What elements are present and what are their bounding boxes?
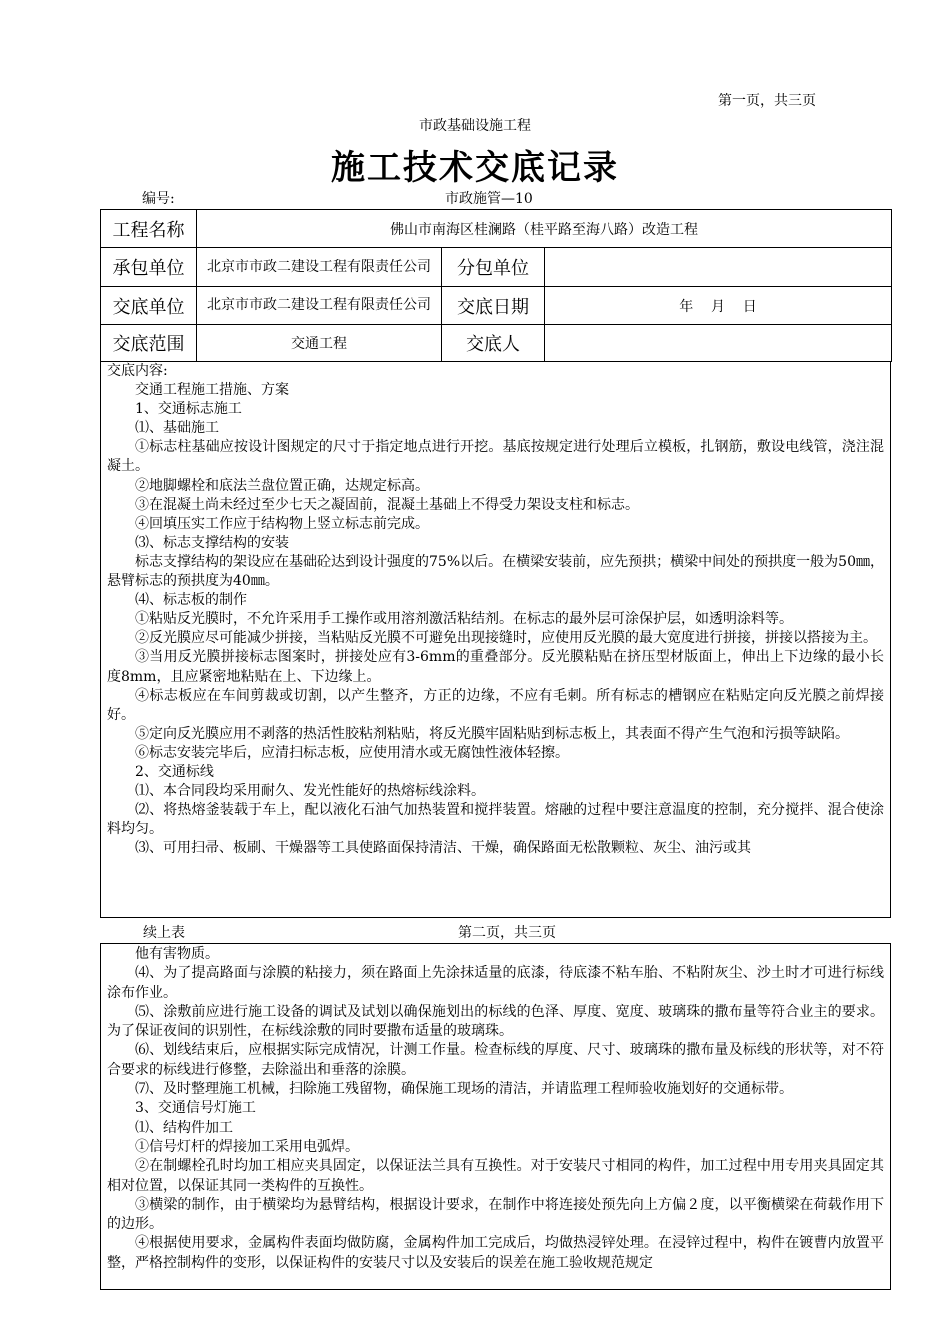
paragraph: ⑷、为了提高路面与涂膜的粘接力，须在路面上先涂抹适量的底漆，待底漆不粘车胎、不粘附灰尘、沙土时才可进行标线涂布作业。 xyxy=(107,965,884,1001)
paragraph: ②反光膜应尽可能减少拼接，当粘贴反光膜不可避免出现接缝时，应使用反光膜的最大宽度进行拼接，拼接以搭接为主。 xyxy=(135,630,877,647)
row-scope xyxy=(101,325,892,362)
contractor-label: 承包单位 xyxy=(101,248,197,287)
paragraph: ⑹、划线结束后，应根据实际完成情况，计测工作量。检查标线的厚度、尺寸、玻璃珠的撒布量及标线的形状等，对不符合要求的标线进行修整，去除溢出和垂落的涂膜。 xyxy=(107,1042,884,1078)
row-briefing-unit xyxy=(101,287,892,325)
briefing-content-page1 xyxy=(100,361,891,918)
paragraph: ④回填压实工作应于结构物上竖立标志前完成。 xyxy=(135,515,429,532)
paragraph: ③在混凝土尚未经过至少七天之凝固前，混凝土基础上不得受力架设支柱和标志。 xyxy=(135,496,639,513)
number-label: 编号: xyxy=(142,191,175,207)
subcontractor-value xyxy=(545,248,892,287)
document-subtitle: 市政基础设施工程 xyxy=(419,118,531,134)
paragraph: ⑶、标志支撑结构的安装 xyxy=(135,534,289,551)
number-value: 市政施管—10 xyxy=(445,191,533,207)
paragraph: 1、交通标志施工 xyxy=(135,401,242,418)
page2-note: 第二页，共三页 xyxy=(458,925,556,941)
briefing-unit-label: 交底单位 xyxy=(101,287,197,325)
paragraph: 2、交通标线 xyxy=(135,763,214,780)
scope-label: 交底范围 xyxy=(101,325,197,362)
page-number-note: 第一页，共三页 xyxy=(718,93,816,109)
paragraph: ④根据使用要求，金属构件表面均做防腐，金属构件加工完成后，均做热浸锌处理。在浸锌过程中，构件在镀曹内放置平整，严格控制构件的变形，以保证构件的安装尺寸以及安装后的误差在施工验收规范规定 xyxy=(107,1235,884,1271)
paragraph: ①标志柱基础应按设计图规定的尺寸于指定地点进行开挖。基底按规定进行处理后立模板，扎钢筋，敷设电线管，浇注混凝土。 xyxy=(107,439,884,475)
paragraph: ⑴、结构件加工 xyxy=(135,1119,233,1136)
paragraph: ⑥标志安装完毕后，应清扫标志板，应使用清水或无腐蚀性液体轻擦。 xyxy=(135,744,569,761)
paragraph: ④标志板应在车间剪裁或切割，以产生整齐，方正的边缘，不应有毛刺。所有标志的槽钢应在粘贴定向反光膜之前焊接好。 xyxy=(107,687,884,723)
briefing-date-value: 年 月 日 xyxy=(545,287,892,325)
row-project-name xyxy=(101,210,892,248)
subcontractor-label: 分包单位 xyxy=(442,248,545,287)
briefing-date-label: 交底日期 xyxy=(442,287,545,325)
info-table xyxy=(100,209,892,362)
paragraph: ⑴、基础施工 xyxy=(135,420,219,437)
paragraph: ③当用反光膜拼接标志图案时，拼接处应有3-6mm的重叠部分。反光膜粘贴在挤压型材版面上，伸出上下边缘的最小长度8mm，且应紧密地粘贴在上、下边缘上。 xyxy=(107,649,884,685)
paragraph: ①信号灯杆的焊接加工采用电弧焊。 xyxy=(135,1138,359,1155)
paragraph: ⑤定向反光膜应用不剥落的热活性胶粘剂粘贴，将反光膜牢固粘贴到标志板上，其表面不得产生气泡和污损等缺陷。 xyxy=(135,725,849,742)
content-label: 交底内容: xyxy=(107,363,168,379)
paragraph: ③横梁的制作，由于横梁均为悬臂结构，根据设计要求，在制作中将连接处预先向上方偏２度，以平衡横梁在荷载作用下的边形。 xyxy=(107,1196,884,1233)
contractor-value: 北京市市政二建设工程有限责任公司 xyxy=(197,248,442,287)
paragraph: 他有害物质。 xyxy=(135,946,219,962)
document-title: 施工技术交底记录 xyxy=(331,148,619,188)
project-name-label: 工程名称 xyxy=(101,210,197,248)
paragraph: 3、交通信号灯施工 xyxy=(135,1100,256,1117)
paragraph: ⑷、标志板的制作 xyxy=(135,592,247,609)
paragraph: ⑸、涂敷前应进行施工设备的调试及试划以确保施划出的标线的色泽、厚度、宽度、玻璃珠的撒布量等符合业主的要求。为了保证夜间的识别性，在标线涂敷的同时要撒布适量的玻璃珠。 xyxy=(107,1003,884,1040)
paragraph: ②地脚螺栓和底法兰盘位置正确，达规定标高。 xyxy=(135,477,429,494)
paragraph: 交通工程施工措施、方案 xyxy=(135,382,289,399)
continued-label: 续上表 xyxy=(143,925,185,941)
row-contractor xyxy=(101,248,892,287)
paragraph: ⑴、本合同段均采用耐久、发光性能好的热熔标线涂料。 xyxy=(135,783,485,800)
briefer-value xyxy=(545,325,892,362)
project-name-value: 佛山市南海区桂澜路（桂平路至海八路）改造工程 xyxy=(197,210,892,248)
briefer-label: 交底人 xyxy=(442,325,545,362)
briefing-unit-value: 北京市市政二建设工程有限责任公司 xyxy=(197,287,442,325)
paragraph: ②在制螺栓孔时均加工相应夹具固定，以保证法兰具有互换性。对于安装尺寸相同的构件，加工过程中用专用夹具固定其相对位置，以保证其同一类构件的互换性。 xyxy=(107,1158,884,1194)
scope-value: 交通工程 xyxy=(197,325,442,362)
briefing-content-page2 xyxy=(100,943,891,1290)
paragraph: ⑶、可用扫帚、板刷、干燥器等工具使路面保持清洁、干燥，确保路面无松散颗粒、灰尘、油污或其 xyxy=(135,840,751,857)
paragraph: ①粘贴反光膜时，不允许采用手工操作或用溶剂激活粘结剂。在标志的最外层可涂保护层，如透明涂料等。 xyxy=(135,611,793,628)
paragraph: ⑺、及时整理施工机械，扫除施工残留物，确保施工现场的清洁，并请监理工程师验收施划好的交通标带。 xyxy=(135,1081,793,1098)
paragraph: ⑵、将热熔釜装载于车上，配以液化石油气加热装置和搅拌装置。熔融的过程中要注意温度的控制，充分搅拌、混合使涂料均匀。 xyxy=(107,802,884,838)
paragraph: 标志支撑结构的架设应在基础砼达到设计强度的75%以后。在横梁安装前，应先预拱；横梁中间处的预拱度一般为50㎜，悬臂标志的预拱度为40㎜。 xyxy=(107,553,884,590)
